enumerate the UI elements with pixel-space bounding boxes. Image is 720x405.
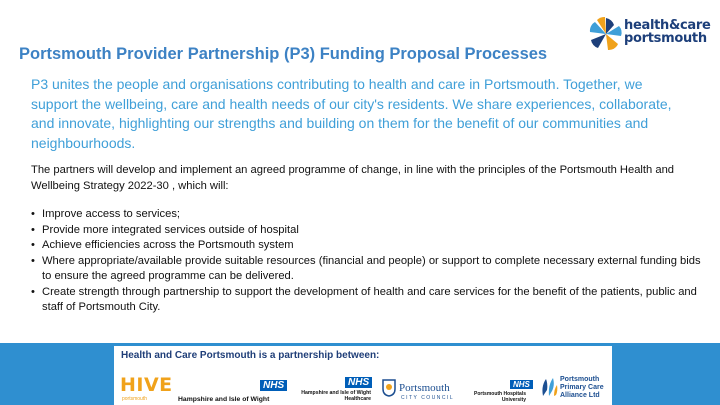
partners-heading: Health and Care Portsmouth is a partnership between: xyxy=(121,350,380,361)
list-item: • Achieve efficiencies across the Portsmouth system xyxy=(31,238,701,254)
intro-paragraph: P3 unites the people and organisations contributing to health and care in Portsmouth. Together, we support the wellbeing, care and health needs of our city's residents. We share experiences, collaborate, and innovate, highlighting our strengths and building on them for the benefit of our communities and neighbourhoods. xyxy=(31,76,672,151)
list-item: • Improve access to services; xyxy=(31,207,701,223)
city-council-crest-icon xyxy=(382,379,396,397)
list-item: • Provide more integrated services outside of hospital xyxy=(31,223,701,239)
nhs-badge: NHS xyxy=(345,377,372,388)
body-paragraph: The partners will develop and implement an agreed programme of change, in line with the principles of the Portsmouth Health and Wellbeing Strategy 2022-30 , which will: xyxy=(31,164,675,192)
hive-logo: HIVE xyxy=(120,374,173,396)
health-and-care-portsmouth-logo xyxy=(588,14,711,58)
hampshire-isle-of-wight-label: Hampshire and Isle of Wight xyxy=(178,396,270,403)
logo-line-1: health&care xyxy=(624,18,711,33)
page-title: Portsmouth Provider Partnership (P3) Funding Proposal Processes xyxy=(19,45,548,63)
primary-care-alliance-name: Portsmouth Primary Care Alliance Ltd xyxy=(560,376,604,399)
city-council-subtitle: CITY COUNCIL xyxy=(401,395,455,401)
list-item: • Where appropriate/available provide suitable resources (financial and people) or support to complete necessary external funding bids to ensure the agreed programme can be delivered. xyxy=(31,254,701,285)
logo-line-2: portsmouth xyxy=(624,31,707,46)
nhs-badge: NHS xyxy=(510,380,533,389)
hands-logo-icon xyxy=(540,376,558,398)
hiow-healthcare-label: Hampshire and Isle of Wight Healthcare xyxy=(301,390,371,402)
hive-logo-subtitle: portsmouth xyxy=(122,396,148,402)
logo-wordmark xyxy=(624,19,711,45)
nhs-badge: NHS xyxy=(260,380,287,391)
pinwheel-logo-icon xyxy=(588,16,624,52)
partners-panel xyxy=(114,346,612,405)
portsmouth-city-council-name: Portsmouth xyxy=(399,382,450,394)
bullet-list xyxy=(31,207,701,316)
portsmouth-hospitals-label: Portsmouth Hospitals University xyxy=(474,391,526,403)
list-item: • Create strength through partnership to support the development of health and care services for the benefit of the patients, public and staff of Portsmouth City. xyxy=(31,285,701,316)
